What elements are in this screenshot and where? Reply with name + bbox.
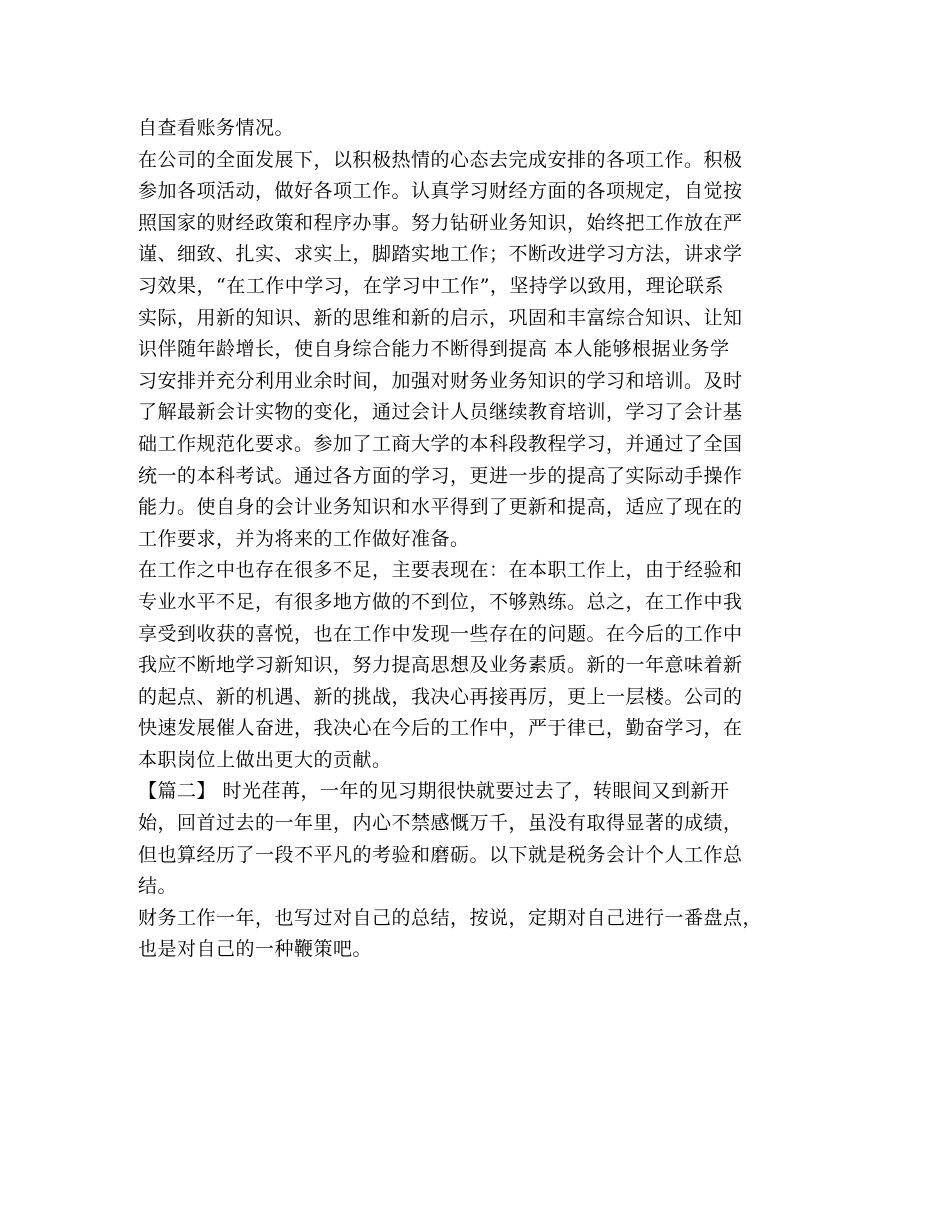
text-line: 的起点、新的机遇、新的挑战，我决心再接再厉，更上一层楼。公司的 [138, 685, 743, 708]
text-line: 在公司的全面发展下，以积极热情的心态去完成安排的各项工作。积极 [138, 148, 743, 171]
text-line: 习安排并充分利用业余时间，加强对财务业务知识的学习和培训。及时 [138, 369, 743, 392]
text-line: 识伴随年龄增长，使自身综合能力不断得到提高 本人能够根据业务学 [138, 338, 730, 361]
text-line: 谨、细致、扎实、求实上，脚踏实地工作；不断改进学习方法，讲求学 [138, 243, 743, 266]
text-line: 但也算经历了一段不平凡的考验和磨砺。以下就是税务会计个人工作总 [138, 843, 743, 866]
text-line: 始，回首过去的一年里，内心不禁感慨万千，虽没有取得显著的成绩， [138, 812, 743, 835]
text-line: 习效果，“在工作中学习，在学习中工作”，坚持学以致用，理论联系 [138, 274, 724, 297]
text-line: 了解最新会计实物的变化，通过会计人员继续教育培训，学习了会计基 [138, 401, 743, 424]
text-line: 在工作之中也存在很多不足，主要表现在：在本职工作上，由于经验和 [138, 559, 743, 582]
text-line: 结。 [138, 875, 178, 898]
text-line: 专业水平不足，有很多地方做的不到位，不够熟练。总之，在工作中我 [138, 590, 743, 613]
text-line: 能力。使自身的会计业务知识和水平得到了更新和提高，适应了现在的 [138, 496, 743, 519]
text-line: 财务工作一年，也写过对自己的总结，按说，定期对自己进行一番盘点， [138, 906, 763, 929]
text-line: 参加各项活动，做好各项工作。认真学习财经方面的各项规定，自觉按 [138, 180, 743, 203]
text-line: 础工作规范化要求。参加了工商大学的本科段教程学习，并通过了全国 [138, 432, 743, 455]
text-line: 我应不断地学习新知识，努力提高思想及业务素质。新的一年意味着新 [138, 654, 743, 677]
text-line: 统一的本科考试。通过各方面的学习，更进一步的提高了实际动手操作 [138, 464, 743, 487]
text-line: 也是对自己的一种鞭策吧。 [138, 938, 373, 961]
text-line: 本职岗位上做出更大的贡献。 [138, 748, 392, 771]
text-line: 自查看账务情况。 [138, 117, 295, 139]
text-line: 【篇二】 时光荏苒，一年的见习期很快就要过去了，转眼间又到新开 [138, 780, 730, 803]
text-line: 实际，用新的知识、新的思维和新的启示，巩固和丰富综合知识、让知 [138, 306, 743, 329]
document-body [138, 113, 824, 966]
text-line: 快速发展催人奋进，我决心在今后的工作中，严于律已，勤奋学习，在 [138, 717, 743, 740]
text-line: 工作要求，并为将来的工作做好准备。 [138, 527, 470, 550]
text-line: 照国家的财经政策和程序办事。努力钻研业务知识，始终把工作放在严 [138, 211, 743, 234]
text-line: 享受到收获的喜悦，也在工作中发现一些存在的问题。在今后的工作中 [138, 622, 743, 645]
